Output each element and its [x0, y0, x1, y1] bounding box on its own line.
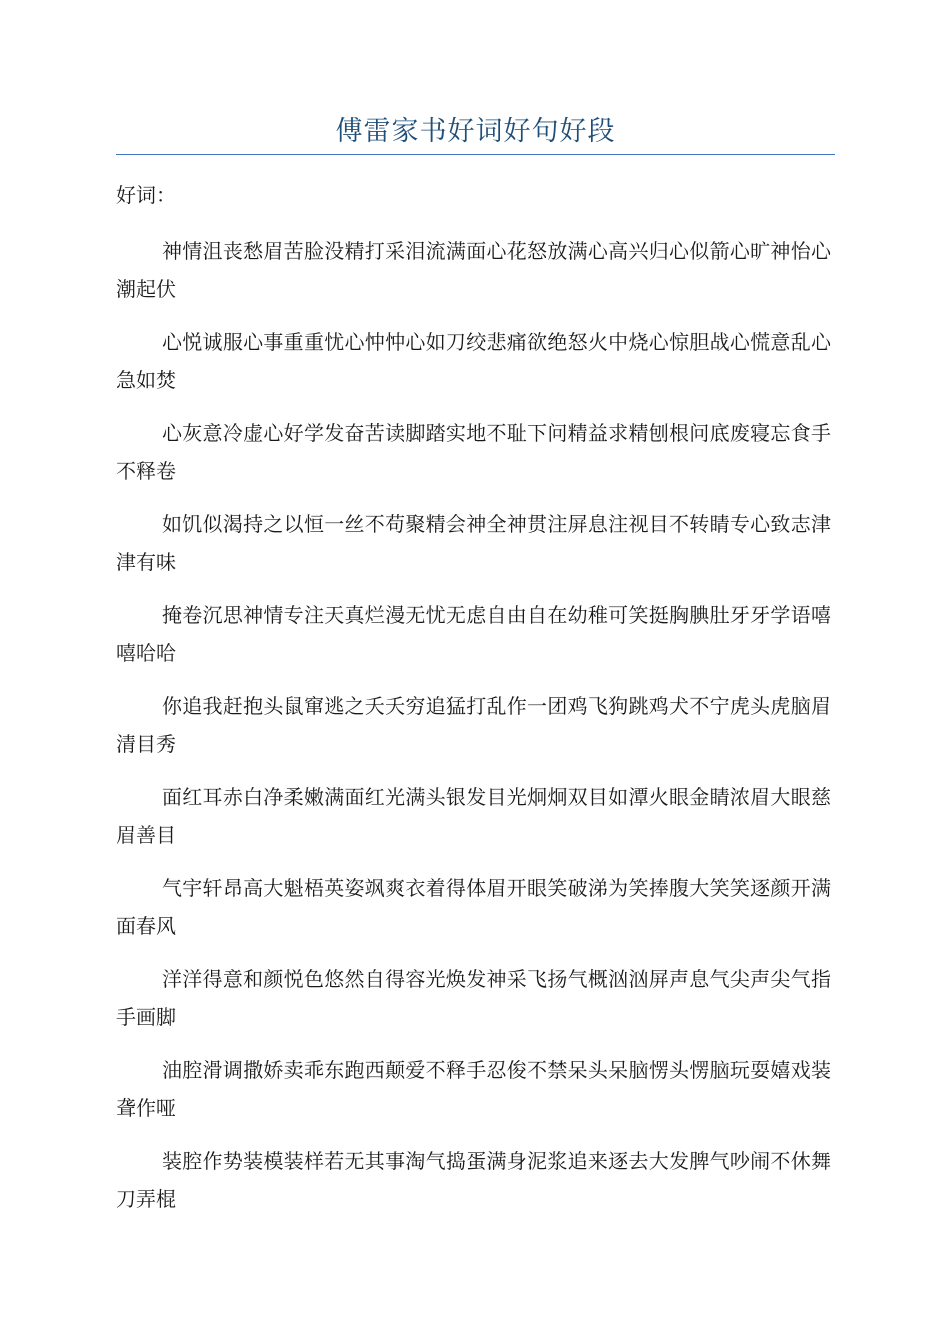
section-label: 好词： [116, 183, 176, 207]
paragraph: 洋洋得意和颜悦色悠然自得容光焕发神采飞扬气概汹汹屏声息气尖声尖气指手画脚 [116, 967, 831, 1029]
document-title: 傅雷家书好词好句好段 [335, 116, 616, 147]
paragraph: 如饥似渴持之以恒一丝不苟聚精会神全神贯注屏息注视目不转睛专心致志津津有味 [116, 512, 831, 574]
paragraph: 掩卷沉思神情专注天真烂漫无忧无虑自由自在幼稚可笑挺胸腆肚牙牙学语嘻嘻哈哈 [116, 603, 831, 665]
paragraph: 装腔作势装模装样若无其事淘气捣蛋满身泥浆追来逐去大发脾气吵闹不休舞刀弄棍 [116, 1149, 831, 1211]
title-underline [116, 154, 835, 155]
paragraph-list [116, 233, 831, 1234]
paragraph: 你追我赶抱头鼠窜逃之夭夭穷追猛打乱作一团鸡飞狗跳鸡犬不宁虎头虎脑眉清目秀 [116, 694, 831, 756]
paragraph: 气宇轩昂高大魁梧英姿飒爽衣着得体眉开眼笑破涕为笑捧腹大笑笑逐颜开满面春风 [116, 876, 831, 938]
paragraph: 面红耳赤白净柔嫩满面红光满头银发目光炯炯双目如潭火眼金睛浓眉大眼慈眉善目 [116, 785, 831, 847]
paragraph: 心悦诚服心事重重忧心忡忡心如刀绞悲痛欲绝怒火中烧心惊胆战心慌意乱心急如焚 [116, 330, 831, 392]
paragraph: 神情沮丧愁眉苦脸没精打采泪流满面心花怒放满心高兴归心似箭心旷神怡心潮起伏 [116, 239, 831, 301]
paragraph: 油腔滑调撒娇卖乖东跑西颠爱不释手忍俊不禁呆头呆脑愣头愣脑玩耍嬉戏装聋作哑 [116, 1058, 831, 1120]
paragraph: 心灰意冷虚心好学发奋苦读脚踏实地不耻下问精益求精刨根问底废寝忘食手不释卷 [116, 421, 831, 483]
